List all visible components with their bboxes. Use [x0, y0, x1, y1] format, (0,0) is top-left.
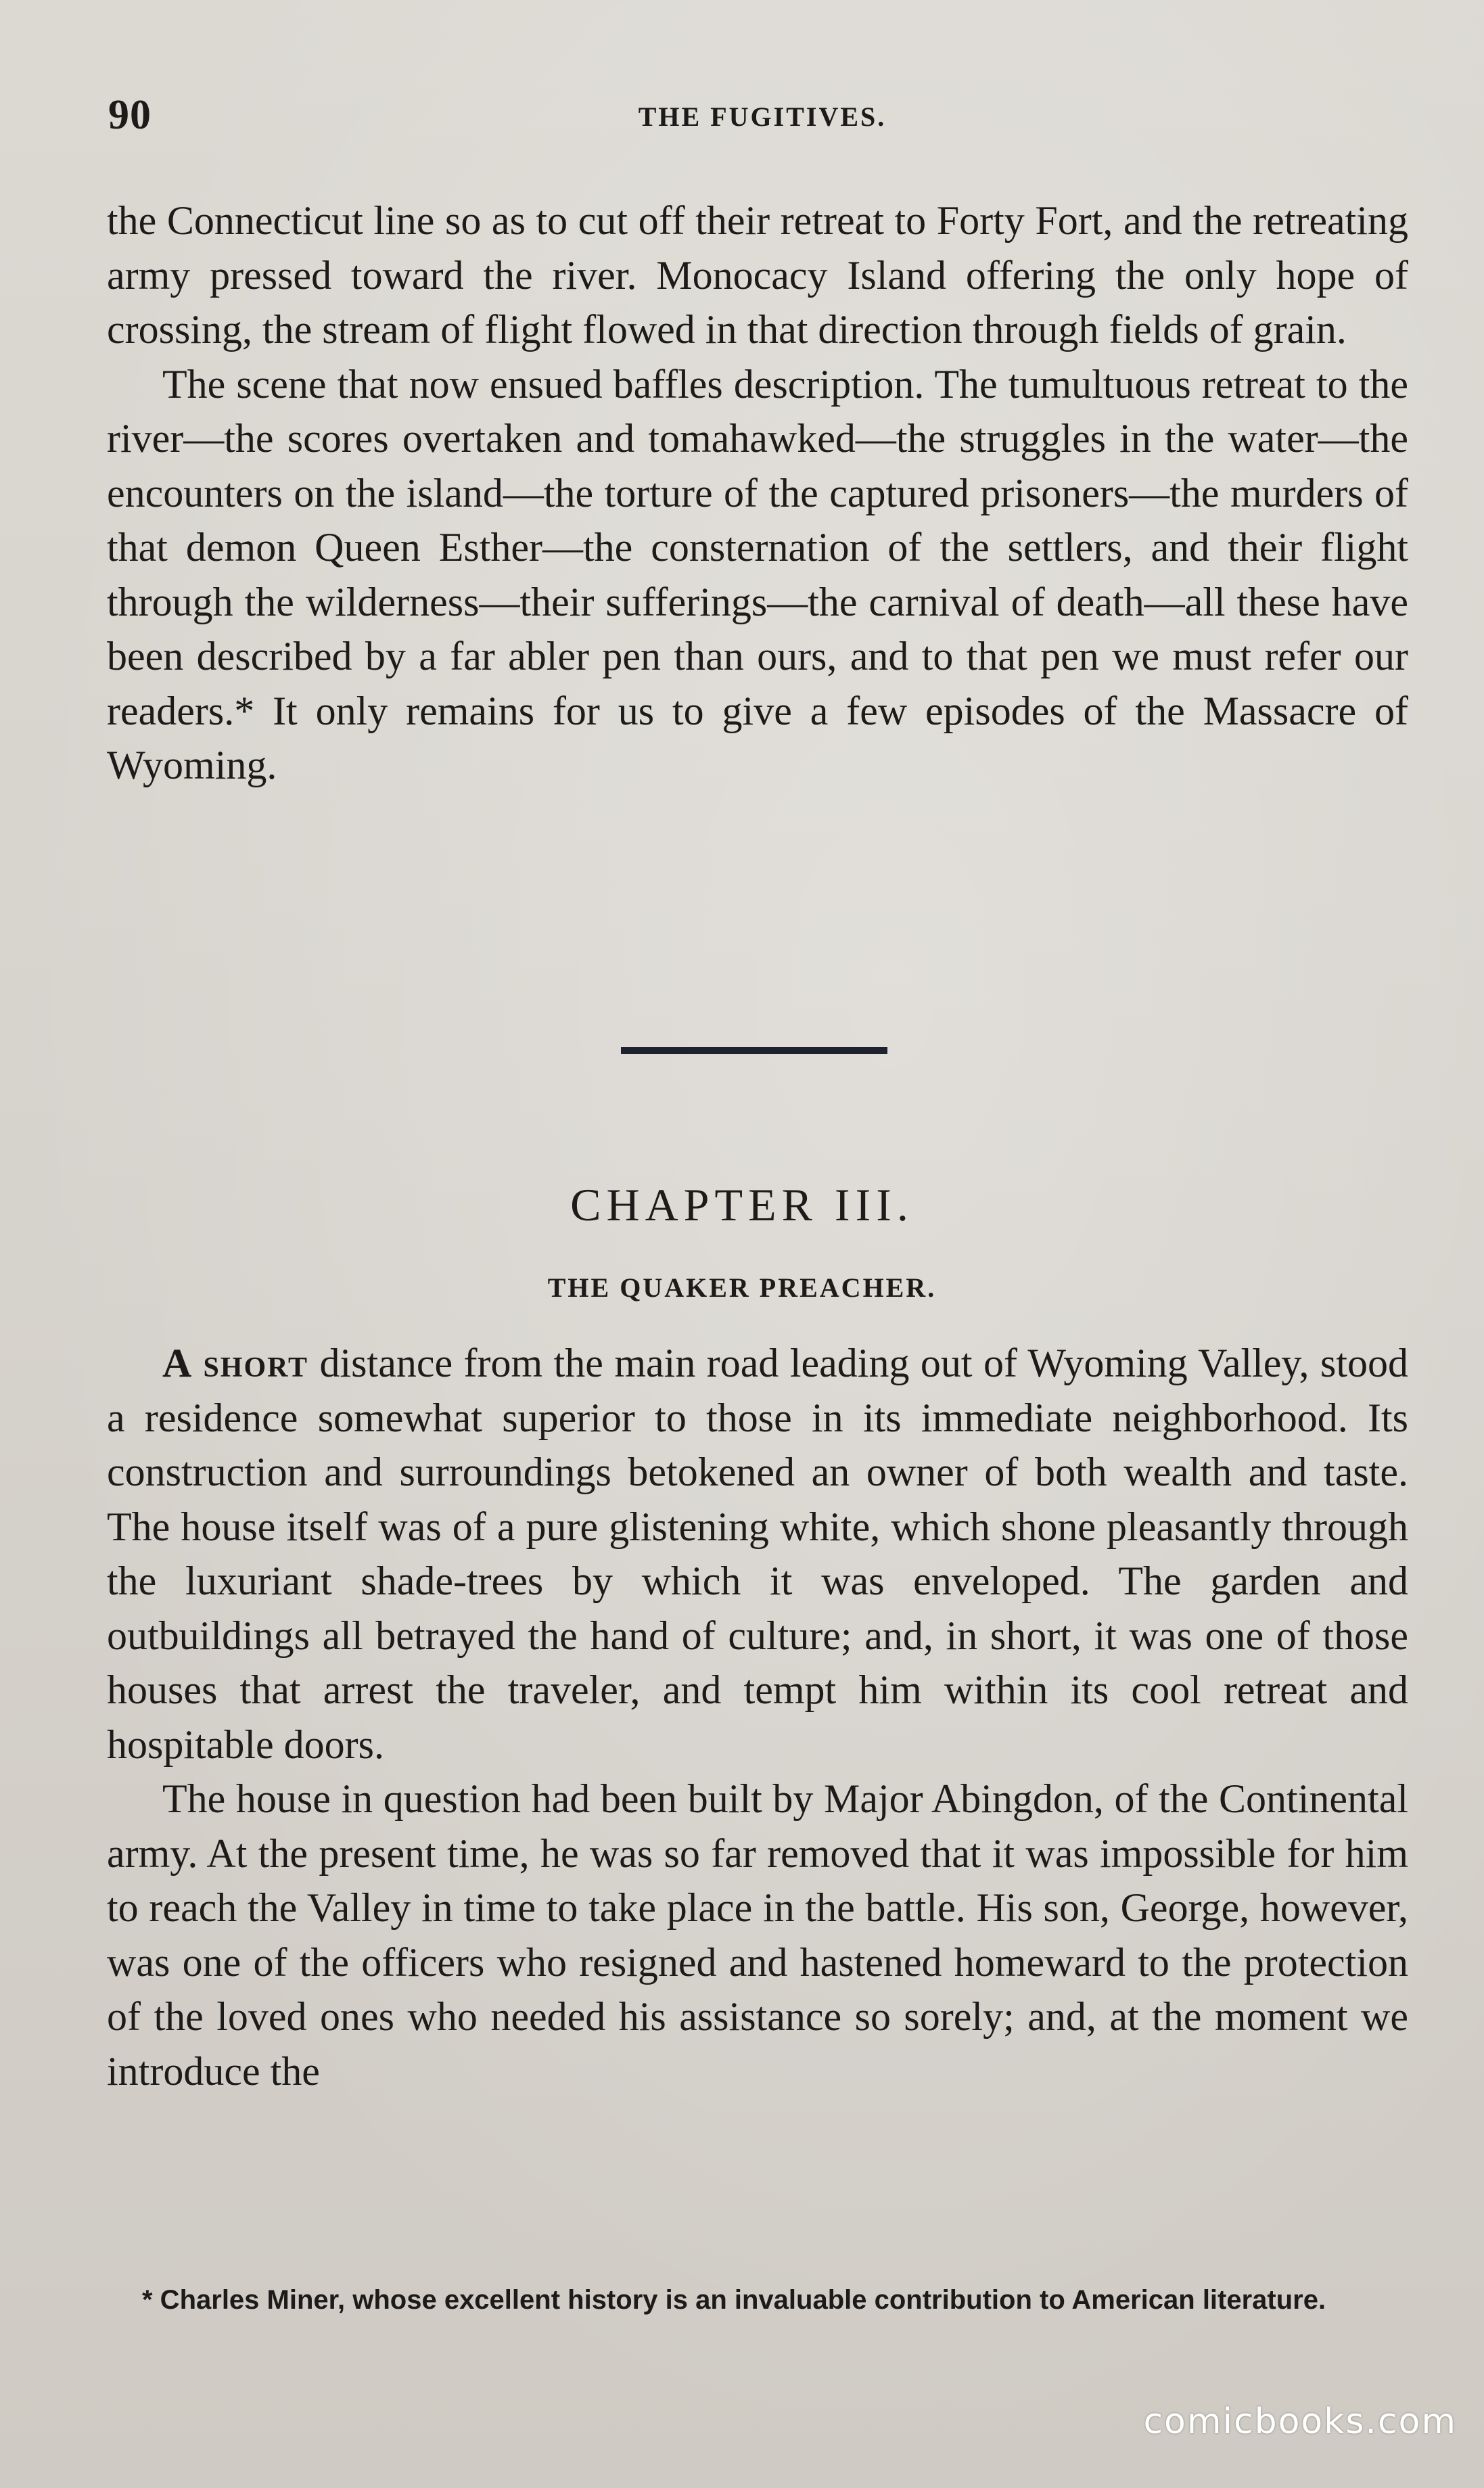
paragraph-continued: the Connecticut line so as to cut off their retreat to Forty Fort, and the retreating army pressed toward the river. Monocacy Island offering the only hope of crossing, the stream of flight flowed in that direction through fields of grain. [107, 198, 1408, 352]
text-block-upper [107, 193, 1408, 793]
paragraph-residence [107, 1336, 1408, 1772]
footnote [108, 2283, 1410, 2317]
page-header [108, 91, 1389, 138]
chapter-subtitle: THE QUAKER PREACHER. [547, 1272, 937, 1303]
chapter-title: CHAPTER III. [570, 1179, 914, 1230]
section-divider-rule [621, 1047, 887, 1054]
text-block-chapter [107, 1336, 1408, 2098]
paragraph-abingdon: The house in question had been built by Major Abingdon, of the Continental army. At the present time, he was so far removed that it was impossible for him to reach the Valley in time to take place in the battle. His son, George, however, was one of the officers who resigned and hastened homeward to the protection of the loved ones who needed his assistance so sorely; and, at the moment we introduce the [107, 1776, 1408, 2094]
paragraph-lead-in: A short [162, 1341, 309, 1385]
paragraph-residence-body: distance from the main road leading out of Wyoming Valley, stood a residence somewhat superior to those in its immediate neighborhood. Its construction and surroundings betokened an owner of both wealth and taste. The house itself was of a pure glistening white, which shone pleasantly through the luxuriant shade-trees by which it was enveloped. The garden and outbuildings all betrayed the hand of culture; and, in short, it was one of those houses that arrest the traveler, and tempt him within its cool retreat and hospitable doors. [107, 1341, 1408, 1767]
page-number: 90 [108, 92, 152, 138]
footnote-text: * Charles Miner, whose excellent history is an invaluable contribution to American literature. [142, 2285, 1326, 2315]
paragraph-massacre: The scene that now ensued baffles description. The tumultuous retreat to the river—the scores overtaken and tomahawked—the struggles in the water—the encounters on the island—the torture of the captured prisoners—the murders of that demon Queen Esther—the consternation of the settlers, and their flight through the wilderness—their sufferings—the carnival of death—all these have been described by a far abler pen than ours, and to that pen we must refer our readers.* It only remains for us to give a few episodes of the Massacre of Wyoming. [107, 361, 1408, 787]
watermark-text: comicbooks.com [1143, 2401, 1457, 2442]
running-head: THE FUGITIVES. [638, 101, 887, 132]
